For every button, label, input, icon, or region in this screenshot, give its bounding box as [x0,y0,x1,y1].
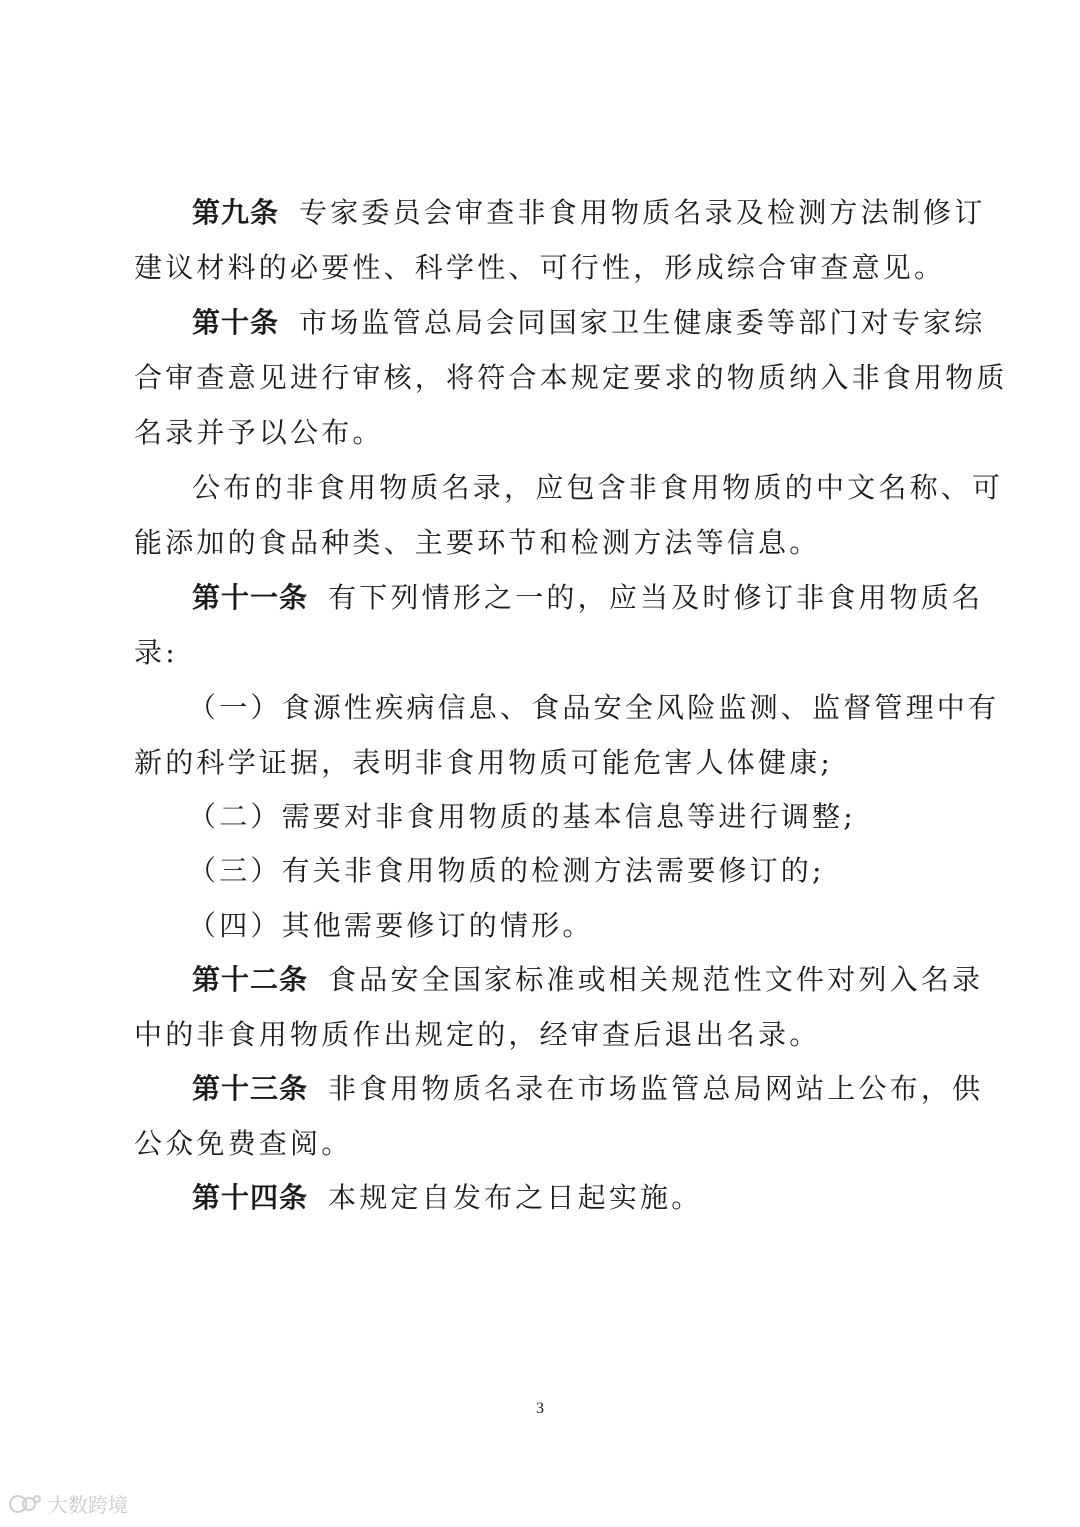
article-11-line-2: 录: [134,636,178,669]
item-4: （四）其他需要修订的情形。 [188,909,594,942]
article-9-heading: 第九条 [192,196,280,229]
article-14-line-1 [0,1178,1080,1218]
watermark [8,1488,128,1518]
article-11-text: 有下列情形之一的，应当及时修订非食用物质名 [328,581,984,614]
article-12-heading: 第十二条 [192,963,309,996]
article-12-line-2: 中的非食用物质作出规定的，经审查后退出名录。 [134,1018,821,1051]
article-13-line-1 [0,1069,1080,1109]
article-13-line-2: 公众免费查阅。 [134,1127,353,1160]
article-10-text: 市场监管总局会同国家卫生健康委等部门对专家综 [299,306,986,339]
page-number: 3 [536,1400,544,1417]
weibo-logo-icon [8,1490,42,1516]
article-11-heading: 第十一条 [192,581,309,614]
article-14-heading: 第十四条 [192,1181,309,1214]
watermark-text: 大数跨境 [48,1492,128,1517]
article-12-text: 食品安全国家标准或相关规范性文件对列入名录 [328,963,984,996]
item-1-line-1: （一）食源性疾病信息、食品安全风险监测、监督管理中有 [188,691,1000,724]
article-12-line-1 [0,960,1080,1000]
article-9-line-2: 建议材料的必要性、科学性、可行性，形成综合审查意见。 [134,251,946,284]
article-10-line-2: 合审查意见进行审核，将符合本规定要求的物质纳入非食用物质 [134,361,1008,394]
article-13-heading: 第十三条 [192,1072,309,1105]
article-10-para2-line-1: 公布的非食用物质名录，应包含非食用物质的中文名称、可 [192,471,1004,504]
article-9-line-1 [0,193,1080,233]
article-10-para2-line-2: 能添加的食品种类、主要环节和检测方法等信息。 [134,526,821,559]
article-10-heading: 第十条 [192,306,280,339]
item-3: （三）有关非食用物质的检测方法需要修订的; [188,854,825,887]
article-9-text: 专家委员会审查非食用物质名录及检测方法制修订 [299,196,986,229]
article-11-line-1 [0,578,1080,618]
article-10-line-3: 名录并予以公布。 [134,416,384,449]
article-10-line-1 [0,303,1080,343]
item-2: （二）需要对非食用物质的基本信息等进行调整; [188,800,856,833]
article-13-text: 非食用物质名录在市场监管总局网站上公布，供 [328,1072,984,1105]
item-1-line-2: 新的科学证据，表明非食用物质可能危害人体健康; [134,746,834,779]
article-14-text: 本规定自发布之日起实施。 [328,1181,703,1214]
